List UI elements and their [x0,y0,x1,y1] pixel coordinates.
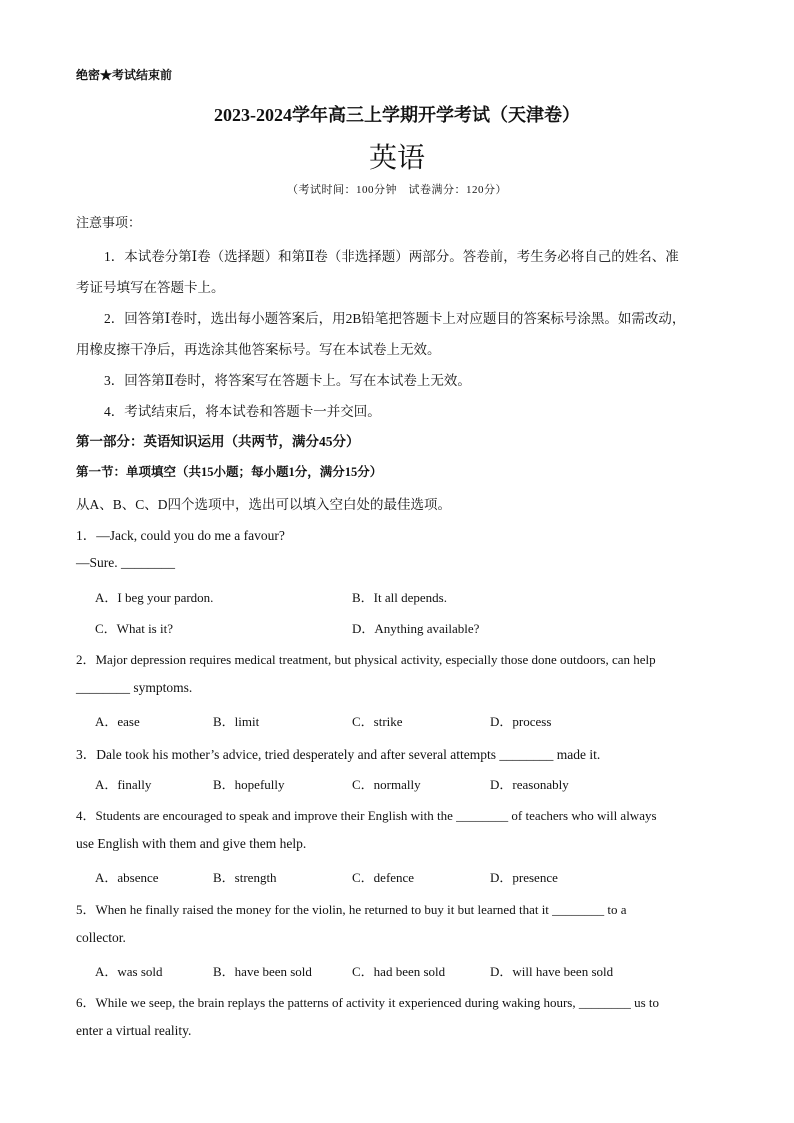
q4-option-c: C．defence [352,870,415,885]
q1-option-b: B．It all depends. [352,590,447,605]
q6-stem: 6．While we seep, the brain replays the patterns of activity it experienced during waking hours, ________ us to [76,995,660,1010]
q5-option-a: A．was sold [95,964,163,979]
q3-option-a: A．finally [95,777,152,792]
q2-option-a: A．ease [95,714,140,729]
note-1-line-1: 1．本试卷分第Ⅰ卷（选择题）和第Ⅱ卷（非选择题）两部分。答卷前，考生务必将自己的姓名、准 [104,249,679,264]
q4-option-d: D．presence [490,870,558,885]
section-1-heading: 第一节：单项填空（共15小题；每小题1分，满分15分） [76,465,383,479]
q4-stem-cont: use English with them and give them help. [76,836,307,851]
q4-option-a: A．absence [95,870,159,885]
subject-title: 英语 [368,143,425,174]
q1-response: —Sure. ________ [76,555,175,570]
exam-meta: （考试时间：100分钟 试卷满分：120分） [287,184,507,196]
note-1-line-2: 考证号填写在答题卡上。 [76,280,225,295]
section-instruction: 从A、B、C、D四个选项中，选出可以填入空白处的最佳选项。 [76,497,452,512]
q2-stem-cont: ________ symptoms. [76,680,193,695]
q5-option-d: D．will have been sold [490,964,614,979]
note-4: 4．考试结束后，将本试卷和答题卡一并交回。 [104,404,381,419]
q3-option-c: C．normally [352,777,421,792]
q1-option-a: A．I beg your pardon. [95,590,214,605]
part-1-heading: 第一部分：英语知识运用（共两节，满分45分） [76,434,360,449]
q6-stem-cont: enter a virtual reality. [76,1023,192,1038]
q3-option-d: D．reasonably [490,777,569,792]
q1-option-c: C．What is it? [95,621,173,636]
q5-stem-cont: collector. [76,930,126,945]
q4-stem: 4．Students are encouraged to speak and improve their English with the ________ of teachers who will always [76,808,657,823]
q2-option-c: C．strike [352,714,403,729]
q1-option-d: D．Anything available? [352,621,480,636]
note-3: 3．回答第Ⅱ卷时，将答案写在答题卡上。写在本试卷上无效。 [104,373,471,388]
confidential-label: 绝密★考试结束前 [76,68,173,82]
q5-option-b: B．have been sold [213,964,312,979]
exam-title: 2023-2024学年高三上学期开学考试（天津卷） [214,105,580,125]
q2-option-d: D．process [490,714,552,729]
q2-stem: 2．Major depression requires medical treatment, but physical activity, especially those done outdoors, can help [76,652,656,667]
notes-heading: 注意事项： [76,215,142,230]
q5-option-c: C．had been sold [352,964,446,979]
q1-stem: 1．—Jack, could you do me a favour? [76,528,285,543]
note-2-line-1: 2．回答第Ⅰ卷时，选出每小题答案后，用2B铅笔把答题卡上对应题目的答案标号涂黑。如需改动， [104,311,686,326]
note-2-line-2: 用橡皮擦干净后，再选涂其他答案标号。写在本试卷上无效。 [76,342,441,357]
q2-option-b: B．limit [213,714,260,729]
q4-option-b: B．strength [213,870,277,885]
q3-option-b: B．hopefully [213,777,285,792]
q5-stem: 5．When he finally raised the money for the violin, he returned to buy it but learned that it ________ to a [76,902,627,917]
q3-stem: 3．Dale took his mother’s advice, tried desperately and after several attempts ________ made it. [76,747,601,762]
